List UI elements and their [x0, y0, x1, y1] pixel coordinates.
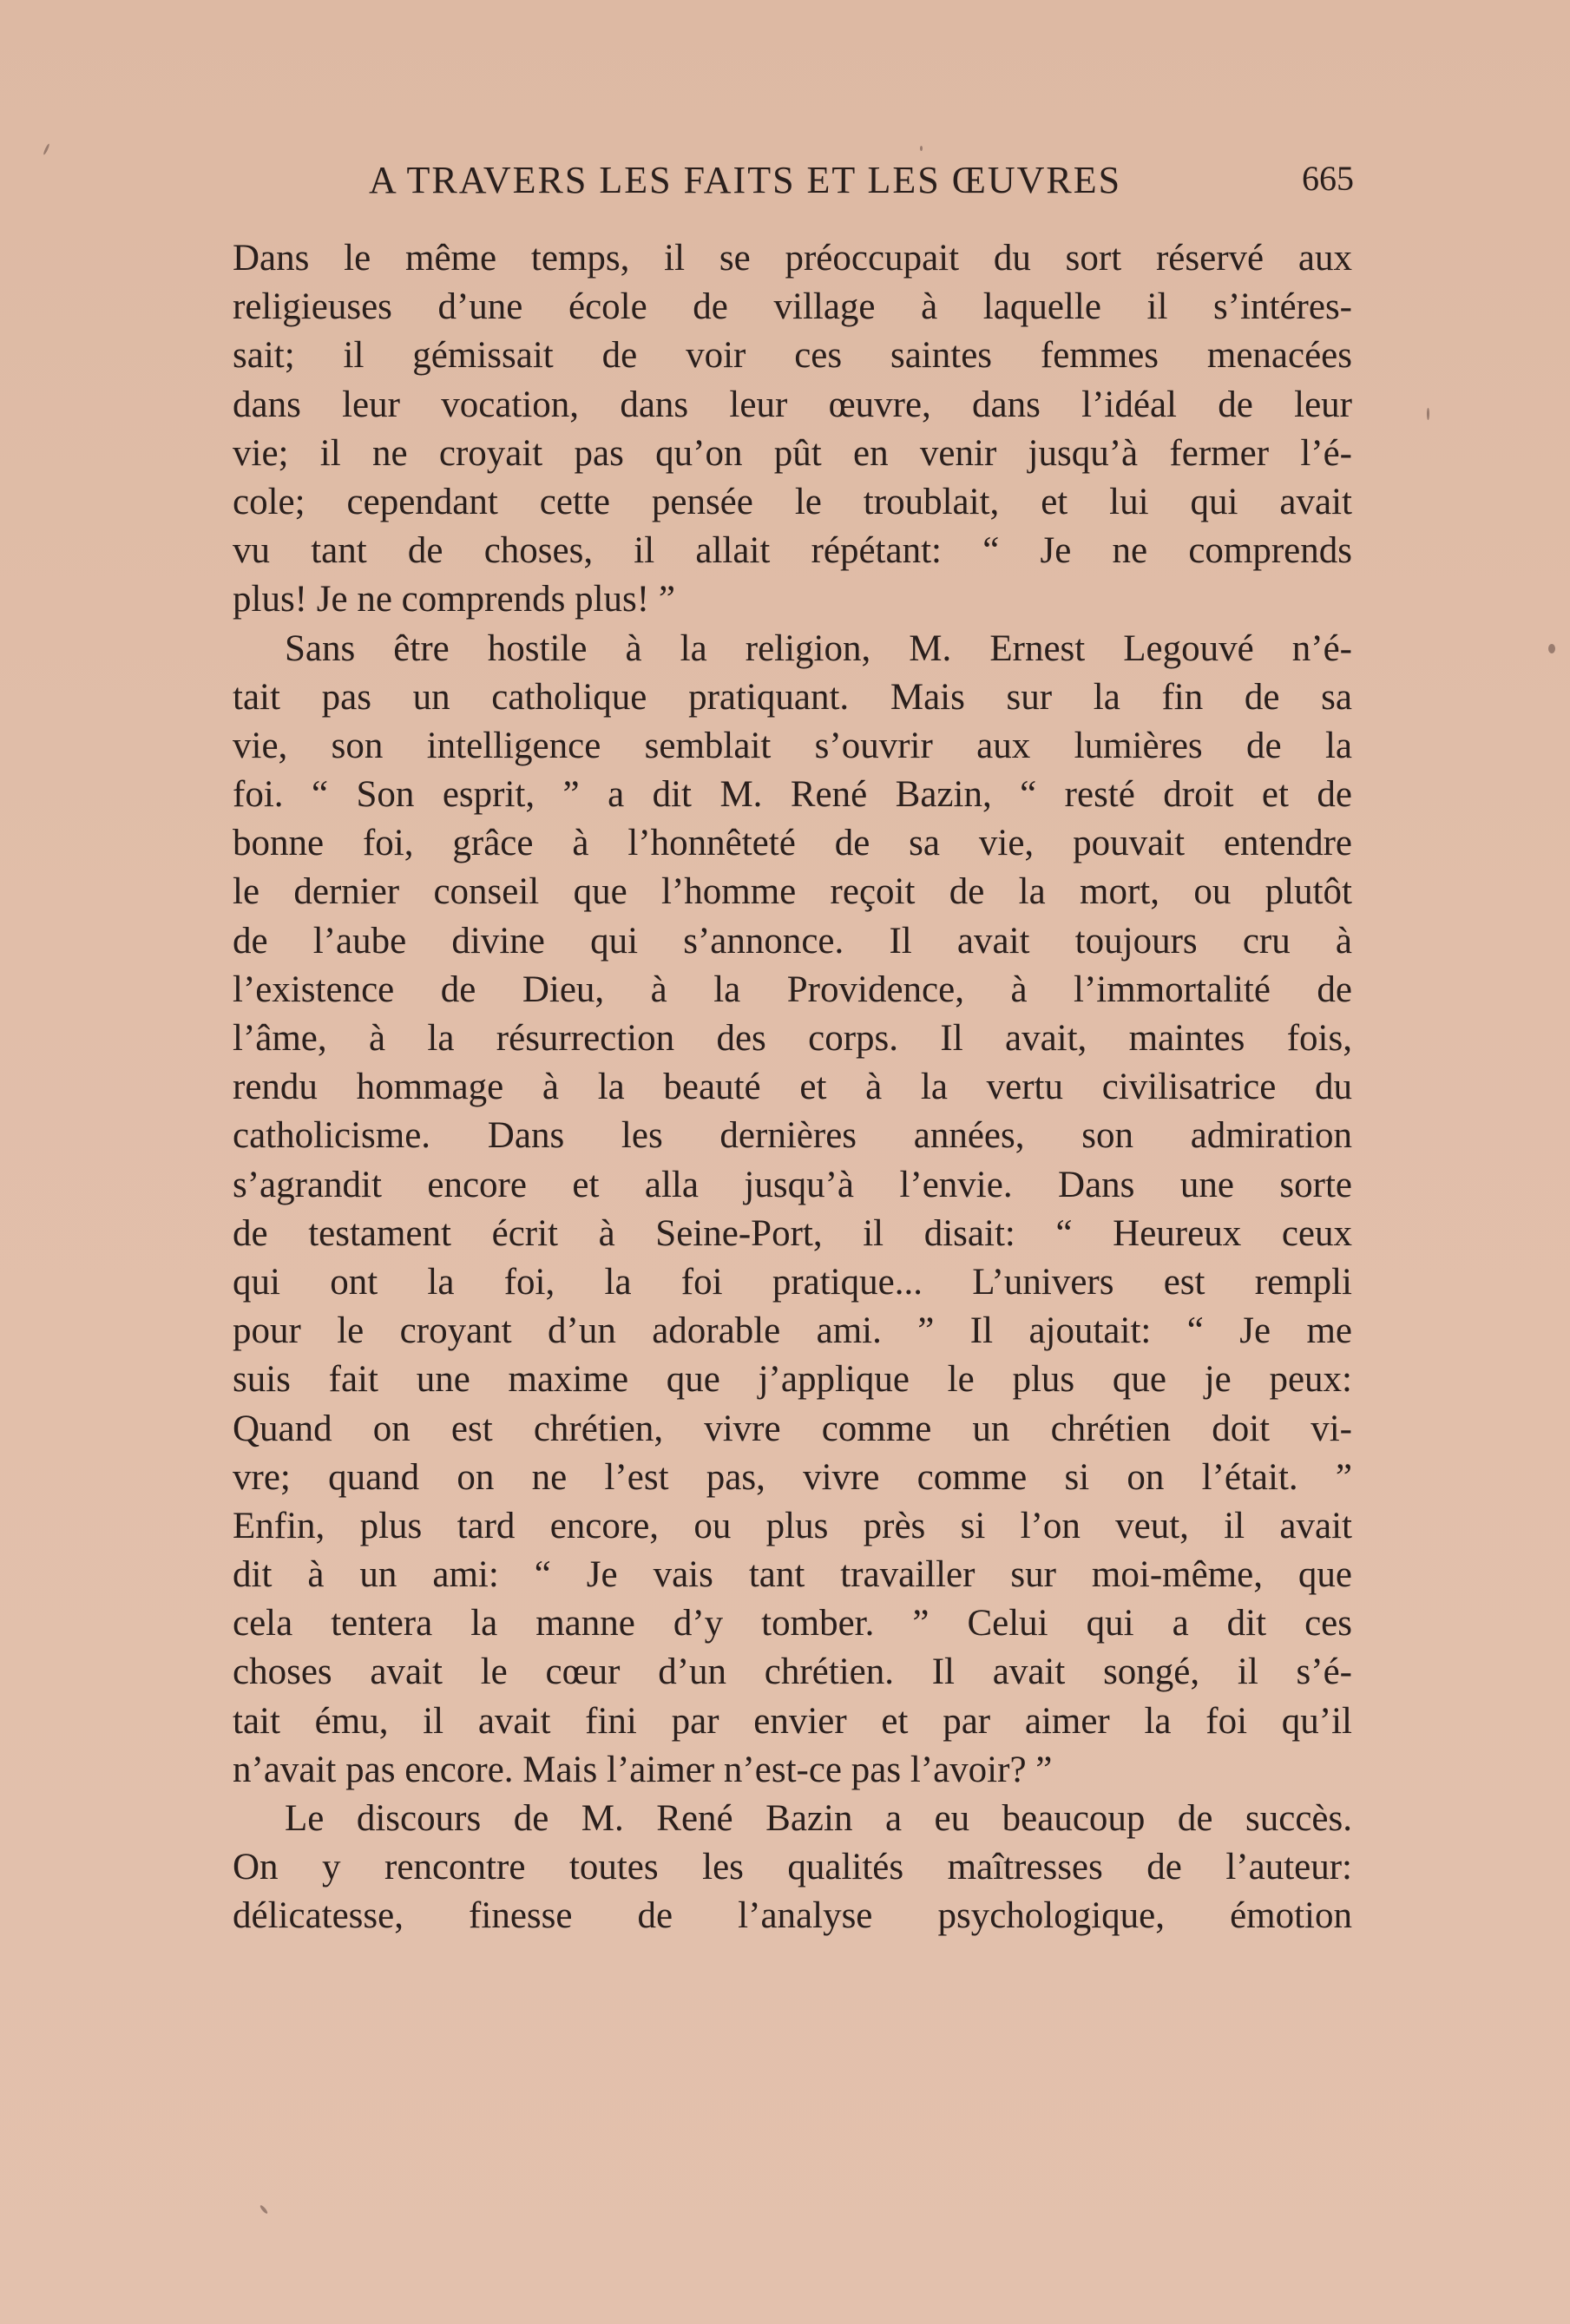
text-line: n’avait pas encore. Mais l’aimer n’est-ce pas l’avoir? ”	[233, 1749, 1053, 1790]
text-line: de l’aube divine qui s’annonce. Il avait toujours cru à	[233, 920, 1352, 962]
text-line: qui ont la foi, la foi pratique... L’univers est rempli	[233, 1261, 1352, 1303]
paragraph	[233, 625, 1352, 1796]
text-line: choses avait le cœur d’un chrétien. Il avait songé, il s’é-	[233, 1651, 1352, 1693]
text-line: pour le croyant d’un adorable ami. ” Il ajoutait: “ Je me	[233, 1310, 1352, 1352]
text-line: catholicisme. Dans les dernières années, son admiration	[233, 1115, 1352, 1157]
text-line: sait; il gémissait de voir ces saintes femmes menacées	[233, 335, 1352, 377]
text-line: l’existence de Dieu, à la Providence, à l’immortalité de	[233, 968, 1352, 1010]
text-line: plus! Je ne comprends plus! ”	[233, 579, 675, 620]
text-line: vre; quand on ne l’est pas, vivre comme si on l’était. ”	[233, 1456, 1352, 1498]
text-line: Quand on est chrétien, vivre comme un chrétien doit vi-	[233, 1408, 1352, 1449]
text-line: délicatesse, finesse de l’analyse psychologique, émotion	[233, 1895, 1352, 1937]
paper-speck	[1548, 644, 1555, 653]
text-line: l’âme, à la résurrection des corps. Il avait, maintes fois,	[233, 1018, 1352, 1059]
text-line: rendu hommage à la beauté et à la vertu civilisatrice du	[233, 1067, 1352, 1108]
paper-speck	[259, 2204, 269, 2215]
text-line: s’agrandit encore et alla jusqu’à l’envie. Dans une sorte	[233, 1164, 1352, 1205]
text-line: dit à un ami: “ Je vais tant travailler sur moi-même, que	[233, 1554, 1352, 1596]
running-head	[369, 158, 1354, 210]
paper-speck	[920, 146, 923, 151]
text-line: le dernier conseil que l’homme reçoit de la mort, ou plutôt	[233, 871, 1352, 913]
body-text	[233, 234, 1352, 1941]
paper-speck	[43, 143, 50, 155]
running-head-title: A TRAVERS LES FAITS ET LES ŒUVRES	[369, 159, 1122, 201]
text-line: vie, son intelligence semblait s’ouvrir aux lumières de la	[233, 725, 1352, 766]
text-line: bonne foi, grâce à l’honnêteté de sa vie, pouvait entendre	[233, 823, 1352, 864]
text-line: cela tentera la manne d’y tomber. ” Celui qui a dit ces	[233, 1603, 1352, 1645]
text-line: foi. “ Son esprit, ” a dit M. René Bazin, “ resté droit et de	[233, 774, 1352, 816]
text-line: vu tant de choses, il allait répétant: “ Je ne comprends	[233, 530, 1352, 572]
text-line: suis fait une maxime que j’applique le plus que je peux:	[233, 1359, 1352, 1401]
page-number: 665	[1302, 159, 1354, 198]
text-line: Dans le même temps, il se préoccupait du sort réservé aux	[233, 238, 1352, 279]
text-line: Le discours de M. René Bazin a eu beaucoup de succès.	[285, 1798, 1352, 1839]
text-line: tait ému, il avait fini par envier et par aimer la foi qu’il	[233, 1700, 1352, 1742]
text-line: On y rencontre toutes les qualités maîtresses de l’auteur:	[233, 1847, 1352, 1888]
text-line: religieuses d’une école de village à laquelle il s’intéres-	[233, 286, 1352, 328]
paper-speck	[1427, 408, 1429, 420]
text-line: Sans être hostile à la religion, M. Ernest Legouvé n’é-	[285, 627, 1352, 669]
paragraph	[233, 1795, 1352, 1941]
paragraph	[233, 234, 1352, 625]
text-line: Enfin, plus tard encore, ou plus près si l’on veut, il avait	[233, 1505, 1352, 1546]
text-line: vie; il ne croyait pas qu’on pût en venir jusqu’à fermer l’é-	[233, 432, 1352, 474]
text-line: tait pas un catholique pratiquant. Mais sur la fin de sa	[233, 676, 1352, 718]
text-line: de testament écrit à Seine-Port, il disait: “ Heureux ceux	[233, 1212, 1352, 1254]
text-line: cole; cependant cette pensée le troublait, et lui qui avait	[233, 481, 1352, 522]
text-line: dans leur vocation, dans leur œuvre, dans l’idéal de leur	[233, 384, 1352, 425]
